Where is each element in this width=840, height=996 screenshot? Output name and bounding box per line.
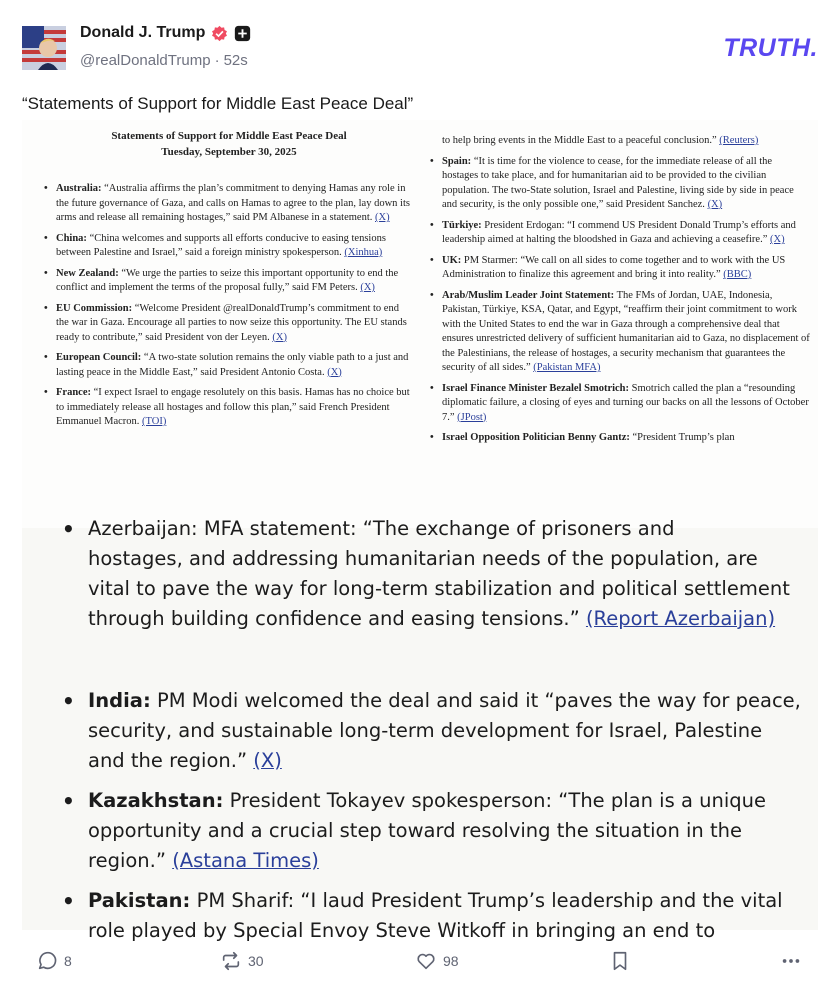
zoomed-cut-line: • Azerbaijan: MFA statement: “The exchange of prisoners and xyxy=(62,514,802,544)
statement-country: UK: xyxy=(442,254,462,266)
statement-item xyxy=(44,267,414,296)
statement-item xyxy=(62,786,802,876)
statement-text: President Erdogan: “I commend US President Donald Trump’s efforts and leadership aimed at halting the bloodshed in Gaza and achieving a ceasefire.” xyxy=(442,219,796,245)
statement-text: “I expect Israel to engage resolutely on this basis. Hamas has no choice but to immediately release all hostages and follow this plan,” said French President Emmanuel Macron. xyxy=(56,387,410,427)
post-text: “Statements of Support for Middle East Peace Deal” xyxy=(22,94,414,113)
like-button[interactable] xyxy=(415,950,459,972)
zoomed-continued: hostages, and addressing humanitarian needs of the population, are vital to pave the way for long-term stabilization and political settlement through building confidence and easing tensions.” (Report Azerbaijan) xyxy=(88,547,790,630)
bookmark-icon xyxy=(609,950,631,972)
statement-text: PM Starmer: “We call on all sides to come together and to work with the US Administration to finalize this agreement and bring it into reality.” xyxy=(442,254,786,280)
document-right-column xyxy=(430,120,810,446)
verified-badge-icon xyxy=(211,25,228,42)
statement-text: The FMs of Jordan, UAE, Indonesia, Pakistan, Türkiye, KSA, Qatar, and Egypt, “reaffirm their joint commitment to work with the United States to end the war in Gaza through a comprehensive deal that ensures unrestricted delivery of sufficient humanitarian aid to Gaza, no displacement of the Palestinians, the release of hostages, a security mechanism that guarantees the security of all sides.” xyxy=(442,289,810,373)
truth-logo[interactable]: TRUTH. xyxy=(723,34,818,62)
statement-text: PM Sharif: “I laud President Trump’s leadership and the vital role played by Special Envoy Steve Witkoff in bringing an end to xyxy=(88,889,783,942)
statement-item xyxy=(430,155,810,213)
source-link[interactable]: (X) xyxy=(770,234,785,245)
separator: · xyxy=(214,52,220,69)
reply-button[interactable] xyxy=(36,950,72,972)
statement-country: Türkiye: xyxy=(442,219,482,231)
statement-item xyxy=(62,686,802,776)
retruth-count: 30 xyxy=(248,953,264,969)
action-bar xyxy=(0,946,840,980)
statement-country: Spain: xyxy=(442,155,472,167)
statement-item xyxy=(430,382,810,426)
statement-item xyxy=(44,232,414,261)
statement-country: EU Commission: xyxy=(56,302,133,314)
statement-item xyxy=(44,182,414,226)
statement-item xyxy=(44,351,414,380)
document-date: Tuesday, September 30, 2025 xyxy=(161,146,297,158)
statement-country: France: xyxy=(56,387,91,398)
source-link[interactable]: (Xinhua) xyxy=(344,247,383,258)
source-link[interactable]: (JPost) xyxy=(457,411,487,423)
statement-item xyxy=(44,302,414,346)
statement-text: “Australia affirms the plan’s commitment to denying Hamas any role in the future governance of Gaza, and calls on Hamas to agree to the plan, lay down its arms and release all remaining hostages,” said PM Albanese in a statement. xyxy=(56,183,410,223)
retruth-icon xyxy=(220,950,242,972)
statement-text: “A two-state solution remains the only viable path to a just and lasting peace in the Middle East,” said President Antonio Costa. xyxy=(56,352,409,378)
statement-text: “Welcome President @realDonaldTrump’s commitment to end the war in Gaza. Encourage all parties to now seize this opportunity. The EU stands ready to contribute,” said President von der Leyen. xyxy=(56,302,407,343)
statement-country: European Council: xyxy=(56,352,142,363)
source-link[interactable]: (X) xyxy=(272,331,287,343)
source-link[interactable]: (X) xyxy=(375,212,390,223)
statement-item xyxy=(430,219,810,248)
avatar-image xyxy=(22,26,66,70)
statement-country: China: xyxy=(56,232,87,244)
statement-item xyxy=(44,386,414,430)
source-link[interactable]: (BBC) xyxy=(723,269,752,280)
source-link[interactable]: (X) xyxy=(327,366,342,378)
post-header xyxy=(0,0,840,90)
bookmark-button[interactable] xyxy=(609,950,631,972)
display-name[interactable]: Donald J. Trump xyxy=(80,24,206,41)
source-link[interactable]: (X) xyxy=(253,749,282,772)
document-page-zoomed xyxy=(22,517,818,942)
like-count: 98 xyxy=(443,953,459,969)
statement-text: “China welcomes and supports all efforts conducive to easing tensions between Palestine and Israel,” said a foreign ministry spokesperson. xyxy=(56,232,386,258)
reply-count: 8 xyxy=(64,953,72,969)
add-icon[interactable] xyxy=(234,25,251,42)
source-link[interactable]: (X) xyxy=(360,282,375,293)
statement-country: Pakistan: xyxy=(88,889,191,912)
document-title: Statements of Support for Middle East Peace Deal xyxy=(111,130,347,142)
heart-icon xyxy=(415,950,437,972)
statement-country: Israel Opposition Politician Benny Gantz: xyxy=(442,432,630,443)
source-link[interactable]: (TOI) xyxy=(142,416,167,427)
statement-country: India: xyxy=(88,689,151,712)
statement-text: “President Trump’s plan xyxy=(632,432,735,443)
more-icon xyxy=(780,950,802,972)
reply-icon xyxy=(36,950,58,972)
statement-country: Arab/Muslim Leader Joint Statement: xyxy=(442,289,615,301)
statement-text: President Tokayev spokesperson: “The plan is a unique opportunity and a crucial step toward resolving the situation in the region.” xyxy=(88,789,766,872)
avatar[interactable] xyxy=(22,26,66,70)
statement-country: Kazakhstan: xyxy=(88,789,224,812)
statement-text: “It is time for the violence to cease, for the immediate release of all the hostages to take place, and for humanitarian aid to be provided to the civilian population. The two-State solution, Israel and Palestine, living side by side in peace and security, is the only possible one,” said President Sanchez. xyxy=(442,155,794,210)
statement-country: New Zealand: xyxy=(56,267,119,279)
statement-item xyxy=(430,431,810,446)
source-link[interactable]: (Astana Times) xyxy=(172,849,319,872)
source-link[interactable]: (Pakistan MFA) xyxy=(533,362,601,373)
statement-text: PM Modi welcomed the deal and said it “paves the way for peace, security, and sustainable long-term development for Israel, Palestine and the region.” xyxy=(88,689,801,772)
statement-item xyxy=(62,886,802,946)
source-link[interactable]: (X) xyxy=(707,199,723,210)
statement-item xyxy=(430,289,810,376)
statement-continued: to help bring events in the Middle East to a peaceful conclusion.” (Reuters) xyxy=(442,135,759,146)
source-link[interactable]: (Reuters) xyxy=(719,135,759,146)
handle[interactable]: @realDonaldTrump xyxy=(80,52,211,69)
document-left-column xyxy=(44,120,414,430)
retruth-button[interactable] xyxy=(220,950,264,972)
source-link[interactable]: (Report Azerbaijan) xyxy=(585,607,776,630)
statement-item xyxy=(430,254,810,283)
statement-text: “We urge the parties to seize this important opportunity to end the conflict and implement the terms of the proposal fully,” said FM Peters. xyxy=(56,267,399,293)
more-options-button[interactable] xyxy=(780,950,802,972)
statement-country: Australia: xyxy=(56,183,102,194)
document-page-top xyxy=(22,120,818,528)
timestamp[interactable]: 52s xyxy=(223,52,248,69)
post-image[interactable] xyxy=(22,120,818,942)
statement-country: Israel Finance Minister Bezalel Smotrich: xyxy=(442,382,630,394)
statement-text: Smotrich called the plan a “resounding diplomatic failure, a closing of eyes and turning our backs on all the lessons of October 7.” xyxy=(442,382,809,423)
